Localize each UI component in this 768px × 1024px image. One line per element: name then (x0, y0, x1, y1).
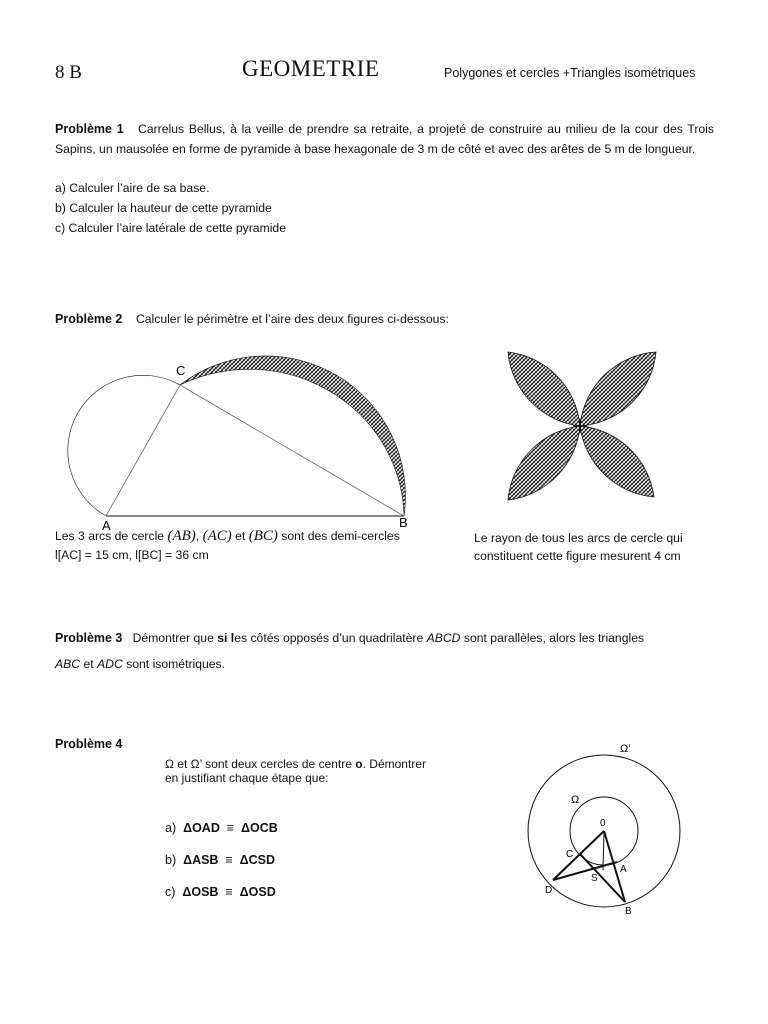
page-subtitle: Polygones et cercles +Triangles isométriques (444, 66, 696, 80)
point-c-label: C (176, 363, 186, 378)
item-b-prefix: b) (165, 853, 177, 867)
problem-2-text: Calculer le périmètre et l’aire des deux figures ci-dessous: (135, 312, 449, 326)
segment-os (603, 831, 604, 870)
figure-four-petals (508, 352, 656, 500)
problem-3-text-1: Démontrer que (132, 631, 214, 645)
problem-3-text-2: si l (217, 631, 235, 645)
petal-top-right (580, 352, 656, 426)
problem-1-text: Carrelus Bellus, à la veille de prendre sa retraite, a projeté de construire au milieu de la cour des Trois Sapins, un mausolée en forme de pyramide à base hexagonale de 3 m de côté et avec des arêtes de 5 m de longueur. (55, 122, 714, 156)
item-a-right: ΔOCB (241, 821, 278, 835)
lune-bc (180, 356, 405, 516)
item-a-prefix: a) (165, 821, 177, 835)
problem-3-text-9: sont isométriques. (126, 657, 226, 671)
figure-1-lengths: l[AC] = 15 cm, l[BC] = 36 cm (55, 548, 209, 562)
item-c-prefix: c) (165, 885, 176, 899)
problem-3-text-3: es côtés opposés d’un quadrilatère (234, 631, 424, 645)
point-c-label-p4: C (566, 849, 574, 860)
figure-1-caption-end: sont des demi-cercles (281, 529, 400, 543)
problem-4-text-3: . Démontrer (362, 757, 426, 771)
arc-bc-label: (BC) (248, 528, 278, 544)
page-title: GEOMETRIE (242, 56, 380, 81)
problem-1-question-a: a) Calculer l’aire de sa base. (55, 181, 210, 195)
item-b-left: ΔASB (183, 853, 219, 867)
caption-comma: , (195, 529, 200, 543)
point-d-label-p4: D (545, 885, 553, 896)
point-a-label-p4: A (620, 864, 627, 875)
figure-2-caption-line-1: Le rayon de tous les arcs de cercle qui (474, 531, 683, 545)
point-s-label-p4: S (591, 873, 598, 884)
class-label: 8 B (55, 62, 82, 83)
item-c-left: ΔOSB (182, 885, 219, 899)
point-a-label: A (102, 518, 111, 533)
problem-1-question-c: c) Calculer l’aire latérale de cette pyramide (55, 221, 286, 235)
problem-3 (55, 629, 714, 649)
problem-3-label: Problème 3 (55, 631, 123, 645)
point-b-label: B (399, 515, 408, 530)
problem-3-adc: ADC (97, 657, 123, 671)
petal-bottom-left (508, 426, 580, 500)
item-c-right: ΔOSD (239, 885, 276, 899)
problem-4-line-2: en justifiant chaque étape que: (165, 771, 329, 785)
item-b-right: ΔCSD (239, 853, 276, 867)
problem-4-center-o: o (355, 757, 363, 771)
problem-3-and: et (83, 657, 94, 671)
problem-3-line-2 (55, 655, 225, 675)
segment-ac (106, 385, 180, 516)
lune-ac (68, 375, 180, 516)
arc-ab-label: (AB) (167, 528, 196, 544)
caption-and: et (235, 529, 246, 543)
problem-4-text-1: Ω et Ω’ sont deux cercles de centre (165, 757, 352, 771)
problem-3-abcd: ABCD (426, 631, 461, 645)
problem-3-text-5: sont parallèles, alors les triangles (463, 631, 645, 645)
center-label: 0 (600, 818, 606, 829)
petal-top-left (508, 352, 580, 426)
problem-4-label: Problème 4 (55, 737, 123, 751)
petal-bottom-right (580, 426, 654, 497)
item-b-equiv: ≡ (225, 853, 233, 867)
arc-ac-label: (AC) (202, 528, 232, 544)
figure-2-caption-line-2: constituent cette figure mesurent 4 cm (474, 549, 681, 563)
outer-circle-label: Ω' (620, 743, 631, 755)
figure-concentric-circles (528, 743, 680, 917)
problem-1-question-b: b) Calculer la hauteur de cette pyramide (55, 201, 272, 215)
item-a-left: ΔOAD (183, 821, 220, 835)
point-b-label-p4: B (625, 906, 632, 917)
problem-4-line-1 (165, 757, 426, 771)
problem-1-label: Problème 1 (55, 122, 124, 136)
figure-1-caption-start: Les 3 arcs de cercle (55, 529, 165, 543)
problem-2-label: Problème 2 (55, 312, 123, 326)
figure-1-caption (55, 528, 400, 544)
item-a-equiv: ≡ (226, 821, 235, 835)
problem-3-abc: ABC (55, 657, 81, 671)
problem-4-item-b (165, 853, 275, 867)
figure-semicircles (68, 356, 408, 533)
inner-circle-label: Ω (571, 794, 580, 806)
problem-4-item-a (165, 821, 278, 835)
item-c-equiv: ≡ (225, 885, 233, 899)
problem-4-item-c (165, 885, 276, 899)
